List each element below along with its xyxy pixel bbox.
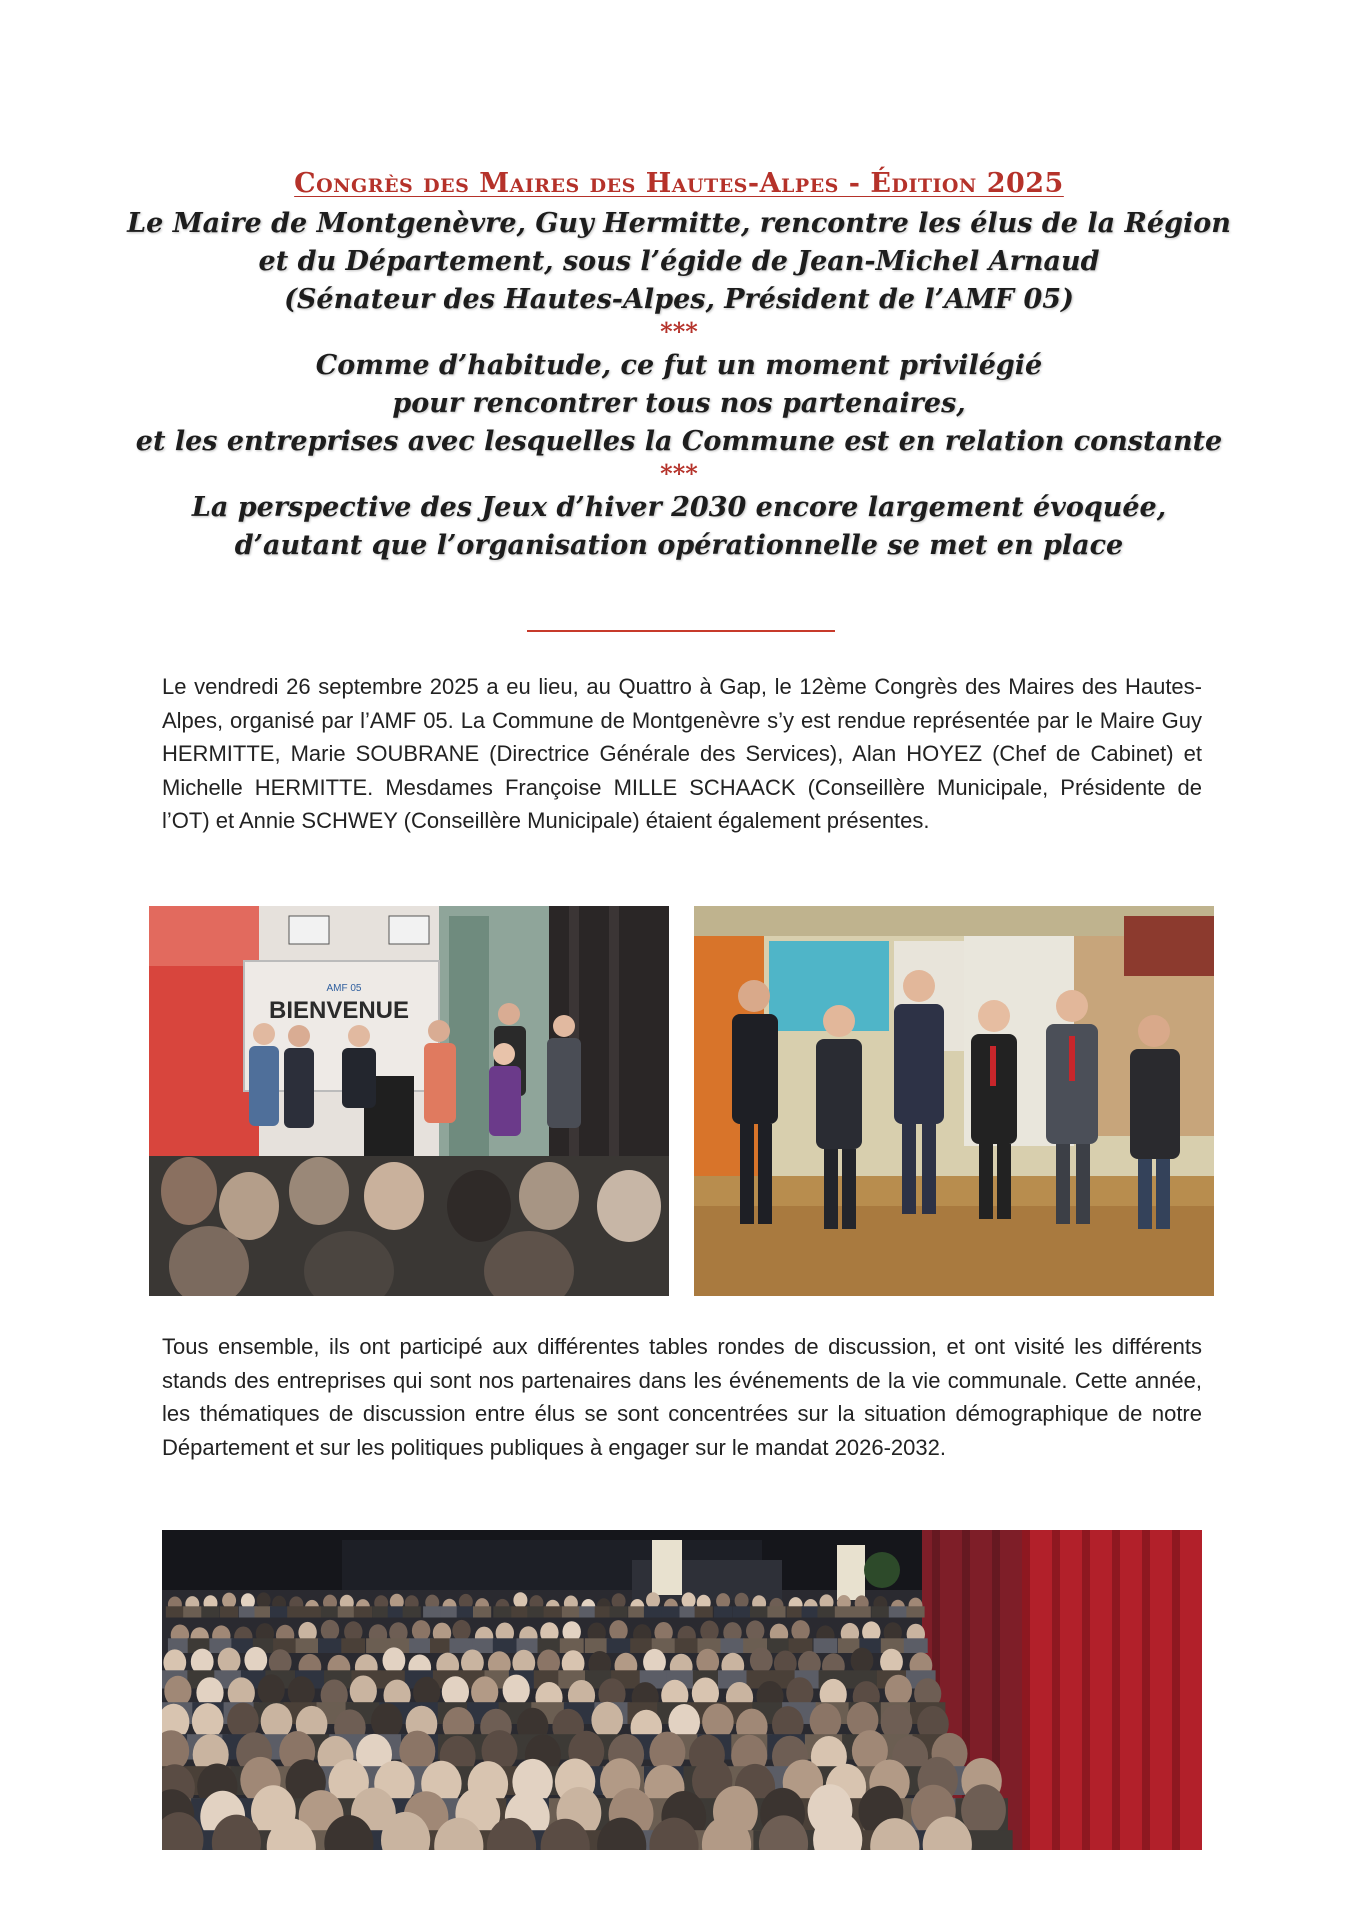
audience-member xyxy=(261,1703,293,1739)
audience-member-body xyxy=(440,1606,458,1617)
audience-member-body xyxy=(409,1638,433,1653)
audience-member-body xyxy=(610,1606,628,1617)
audience-member-body xyxy=(403,1606,421,1617)
audience-member-body xyxy=(733,1606,751,1617)
separator-stars: *** xyxy=(660,459,698,488)
audience-member xyxy=(810,1703,842,1739)
audience-member-body xyxy=(201,1606,219,1617)
intro-paragraph: Le vendredi 26 septembre 2025 a eu lieu, au Quattro à Gap, le 12ème Congrès des Maires des Hautes-Alpes, organisé par l’AMF 05. La Commune de Montgenèvre s’y est rendue représentée par le Maire Guy HERMITTE, Marie SOUBRANE (Directrice Générale des Services), Alan HOYEZ (Chef de Cabinet) et Michelle HERMITTE. Mesdames Françoise MILLE SCHAACK (Conseillère Municipale, Présidente de l’OT) et Annie SCHWEY (Conseillère Municipale) étaient également présentes. xyxy=(162,674,1202,833)
audience-member-body xyxy=(904,1638,928,1653)
audience-member xyxy=(412,1620,430,1641)
audience-member-body xyxy=(789,1638,813,1653)
article-header xyxy=(0,168,1358,565)
audience-member-body xyxy=(662,1606,680,1617)
audience-member-body xyxy=(183,1606,201,1617)
audience-member xyxy=(735,1593,749,1609)
photo-auditorium xyxy=(162,1530,1202,1850)
subtitle-line: d’autant que l’organisation opérationnelle se met en place xyxy=(234,530,1124,561)
audience-member-body xyxy=(628,1606,646,1617)
subtitle-line: Comme d’habitude, ce fut un moment privilégié xyxy=(315,350,1043,381)
audience-member-body xyxy=(296,1638,320,1653)
audience-member xyxy=(218,1648,241,1674)
audience-member xyxy=(851,1648,874,1674)
audience-member-body xyxy=(835,1606,853,1617)
audience-member-body xyxy=(473,1606,491,1617)
audience-member-body xyxy=(802,1606,820,1617)
subtitle-line: (Sénateur des Hautes-Alpes, Président de l’AMF 05) xyxy=(284,284,1074,315)
audience-member xyxy=(646,1592,660,1608)
audience-member-body xyxy=(814,1638,838,1653)
subtitle-line: et les entreprises avec lesquelles la Commune est en relation constante xyxy=(135,426,1223,457)
audience-member xyxy=(452,1620,470,1641)
audience-member-body xyxy=(721,1638,745,1653)
audience-member xyxy=(791,1620,809,1641)
audience-member-body xyxy=(695,1606,713,1617)
audience-member-body xyxy=(579,1606,597,1617)
audience-member-body xyxy=(354,1606,372,1617)
audience-member-body xyxy=(341,1638,365,1653)
audience-member xyxy=(961,1784,1006,1836)
audience-member-body xyxy=(303,1606,321,1617)
audience-member xyxy=(609,1620,627,1641)
audience-member xyxy=(591,1702,623,1738)
audience-member-body xyxy=(644,1606,662,1617)
audience-member-body xyxy=(287,1606,305,1617)
audience-member-body xyxy=(817,1606,835,1617)
second-paragraph: Tous ensemble, ils ont participé aux différentes tables rondes de discussion, et ont visité les différents stands des entreprises qui sont nos partenaires dans les événements de la vie communale. Cette année, les thématiques de discussion entre élus se sont concentrées sur la situation démographique de notre Département et sur les politiques publiques à engager sur le mandat 2026-2032. xyxy=(162,1334,1202,1460)
audience-member-body xyxy=(767,1606,785,1617)
audience-member-body xyxy=(166,1606,184,1617)
audience-member-body xyxy=(714,1606,732,1617)
subtitle-line: Le Maire de Montgenèvre, Guy Hermitte, rencontre les élus de la Région xyxy=(127,208,1231,239)
audience-member xyxy=(383,1647,406,1673)
photo-group-stands xyxy=(694,906,1214,1296)
audience-member-body xyxy=(270,1606,288,1617)
audience-member-body xyxy=(338,1606,356,1617)
separator-stars: *** xyxy=(660,317,698,346)
audience-member xyxy=(750,1647,773,1673)
audience-member-body xyxy=(675,1638,699,1653)
audience-member xyxy=(513,1592,527,1608)
audience-member-body xyxy=(321,1606,339,1617)
audience-member-body xyxy=(423,1606,441,1617)
audience-member-body xyxy=(585,1638,609,1653)
audience-member xyxy=(222,1593,236,1609)
banner-text: BIENVENUE xyxy=(268,997,410,1024)
audience-member xyxy=(350,1676,377,1707)
audience-member xyxy=(192,1703,224,1739)
audience-member xyxy=(885,1675,912,1706)
audience-member-body xyxy=(527,1606,545,1617)
audience-member-body xyxy=(255,1606,273,1617)
audience-member-body xyxy=(544,1606,562,1617)
audience-member-body xyxy=(457,1606,475,1617)
audience-member-body xyxy=(239,1606,257,1617)
audience-member-body xyxy=(562,1606,580,1617)
audience-member-body xyxy=(871,1606,889,1617)
audience-member-body xyxy=(220,1606,238,1617)
audience-member xyxy=(371,1703,403,1739)
audience-member-body xyxy=(318,1638,342,1653)
audience-member-body xyxy=(750,1606,768,1617)
audience-member-body xyxy=(889,1606,907,1617)
audience-member-body xyxy=(511,1606,529,1617)
subtitle-line: et du Département, sous l’égide de Jean-Michel Arnaud xyxy=(258,246,1100,277)
audience-member-body xyxy=(853,1606,871,1617)
subtitle-line: La perspective des Jeux d’hiver 2030 encore largement évoquée, xyxy=(191,492,1167,523)
audience-member xyxy=(682,1592,696,1608)
photo-stage-welcome xyxy=(149,906,669,1296)
header-divider xyxy=(527,630,835,632)
audience-member-body xyxy=(493,1606,511,1617)
subtitle-line: pour rencontrer tous nos partenaires, xyxy=(392,388,966,419)
audience-member-body xyxy=(607,1638,631,1653)
audience-member xyxy=(257,1592,271,1608)
audience-member-body xyxy=(493,1638,517,1653)
audience-member xyxy=(244,1647,267,1673)
page-title: Congrès des Maires des Hautes-Alpes - Édition 2025 xyxy=(294,168,1064,199)
audience-member-body xyxy=(906,1606,924,1617)
audience-member xyxy=(321,1620,339,1641)
audience-member xyxy=(258,1674,285,1705)
audience-member xyxy=(503,1675,530,1706)
audience-member-body xyxy=(372,1606,390,1617)
amf-logo-text: AMF 05 xyxy=(326,983,362,994)
